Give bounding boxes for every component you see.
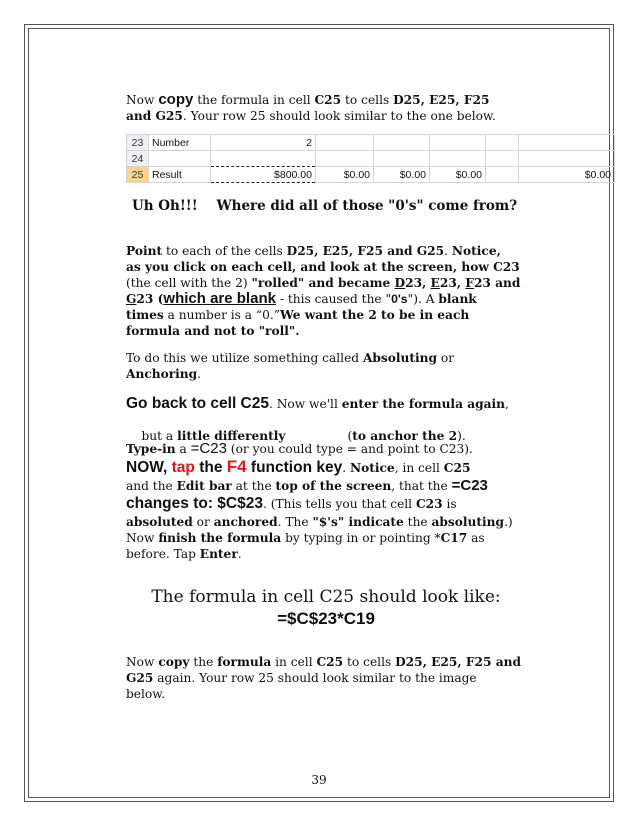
cell-d25: $0.00: [316, 167, 374, 183]
spreadsheet-table: [126, 134, 615, 183]
formula-example: =$C$23*C19: [277, 609, 375, 628]
cell-g24: [486, 151, 519, 167]
table-row: [127, 167, 615, 183]
cell-h25: $0.00: [519, 167, 615, 183]
cell-b23: Number: [149, 135, 211, 151]
outro-paragraph: Now copy the formula in cell C25 to cells D25, E25, F25 and G25 again. Your row 25 should look similar to the image below.: [126, 655, 521, 701]
cell-g23: [486, 135, 519, 151]
f4-key-label: F4: [226, 457, 247, 476]
row-header: 24: [127, 151, 149, 167]
cell-c25-copied: $800.00: [211, 167, 316, 183]
point-paragraph: Point to each of the cells D25, E25, F25 and G25. Notice, as you click on each cell, and look at the screen, how C23 (the cell with the 2) "rolled" and became D23, E23, F23 and G23 (which are blank - this caused the "0's"). A blank times a number is a “0.”We want the 2 to be in each formula and not to "roll".: [126, 244, 521, 338]
cell-g25: [486, 167, 519, 183]
intro-paragraph: [126, 92, 526, 124]
cell-f23: [430, 135, 486, 151]
row-header: 23: [127, 135, 149, 151]
cell-e23: [374, 135, 430, 151]
cell-e25: $0.00: [374, 167, 430, 183]
copy-keyword: copy: [158, 91, 194, 108]
intro-line-1: Now copy the formula in cell C25 to cells D25, E25, F25: [126, 91, 490, 108]
cell-h23: [519, 135, 615, 151]
cell-c23: 2: [211, 135, 316, 151]
uh-oh-heading: Uh Oh!!! Where did all of those "0's" come from?: [132, 198, 518, 214]
absoluting-paragraph: To do this we utilize something called Absoluting or Anchoring.: [126, 351, 455, 381]
spreadsheet-snippet: [126, 134, 614, 182]
table-row: [127, 135, 615, 151]
cell-d23: [316, 135, 374, 151]
cell-c24: [211, 151, 316, 167]
cell-f25: $0.00: [430, 167, 486, 183]
cell-d24: [316, 151, 374, 167]
cell-e24: [374, 151, 430, 167]
type-in-paragraph: Type-in a =C23 (or you could type = and point to C23). NOW, tap the F4 function key. Notice, in cell C25 and the Edit bar at the top of the screen, that the =C23 changes to: $C$23. (This tells you that cell C23 is absoluted or anchored. The "$'s" indicate the absoluting.) Now finish the formula by typing in or pointing *C17 as before. Tap Enter.: [126, 440, 513, 561]
table-row: [127, 151, 615, 167]
row-header-active: 25: [127, 167, 149, 183]
cell-b24: [149, 151, 211, 167]
intro-line-2: and G25. Your row 25 should look similar to the one below.: [126, 109, 496, 123]
go-back-paragraph: Go back to cell C25. Now we'll enter the formula again, but a little differently (to anchor the 2).: [126, 395, 509, 443]
page-number: 39: [311, 773, 327, 787]
formula-note: The formula in cell C25 should look like: =$C$23*C19: [126, 586, 526, 630]
cell-b25: Result: [149, 167, 211, 183]
cell-h24: [519, 151, 615, 167]
cell-f24: [430, 151, 486, 167]
